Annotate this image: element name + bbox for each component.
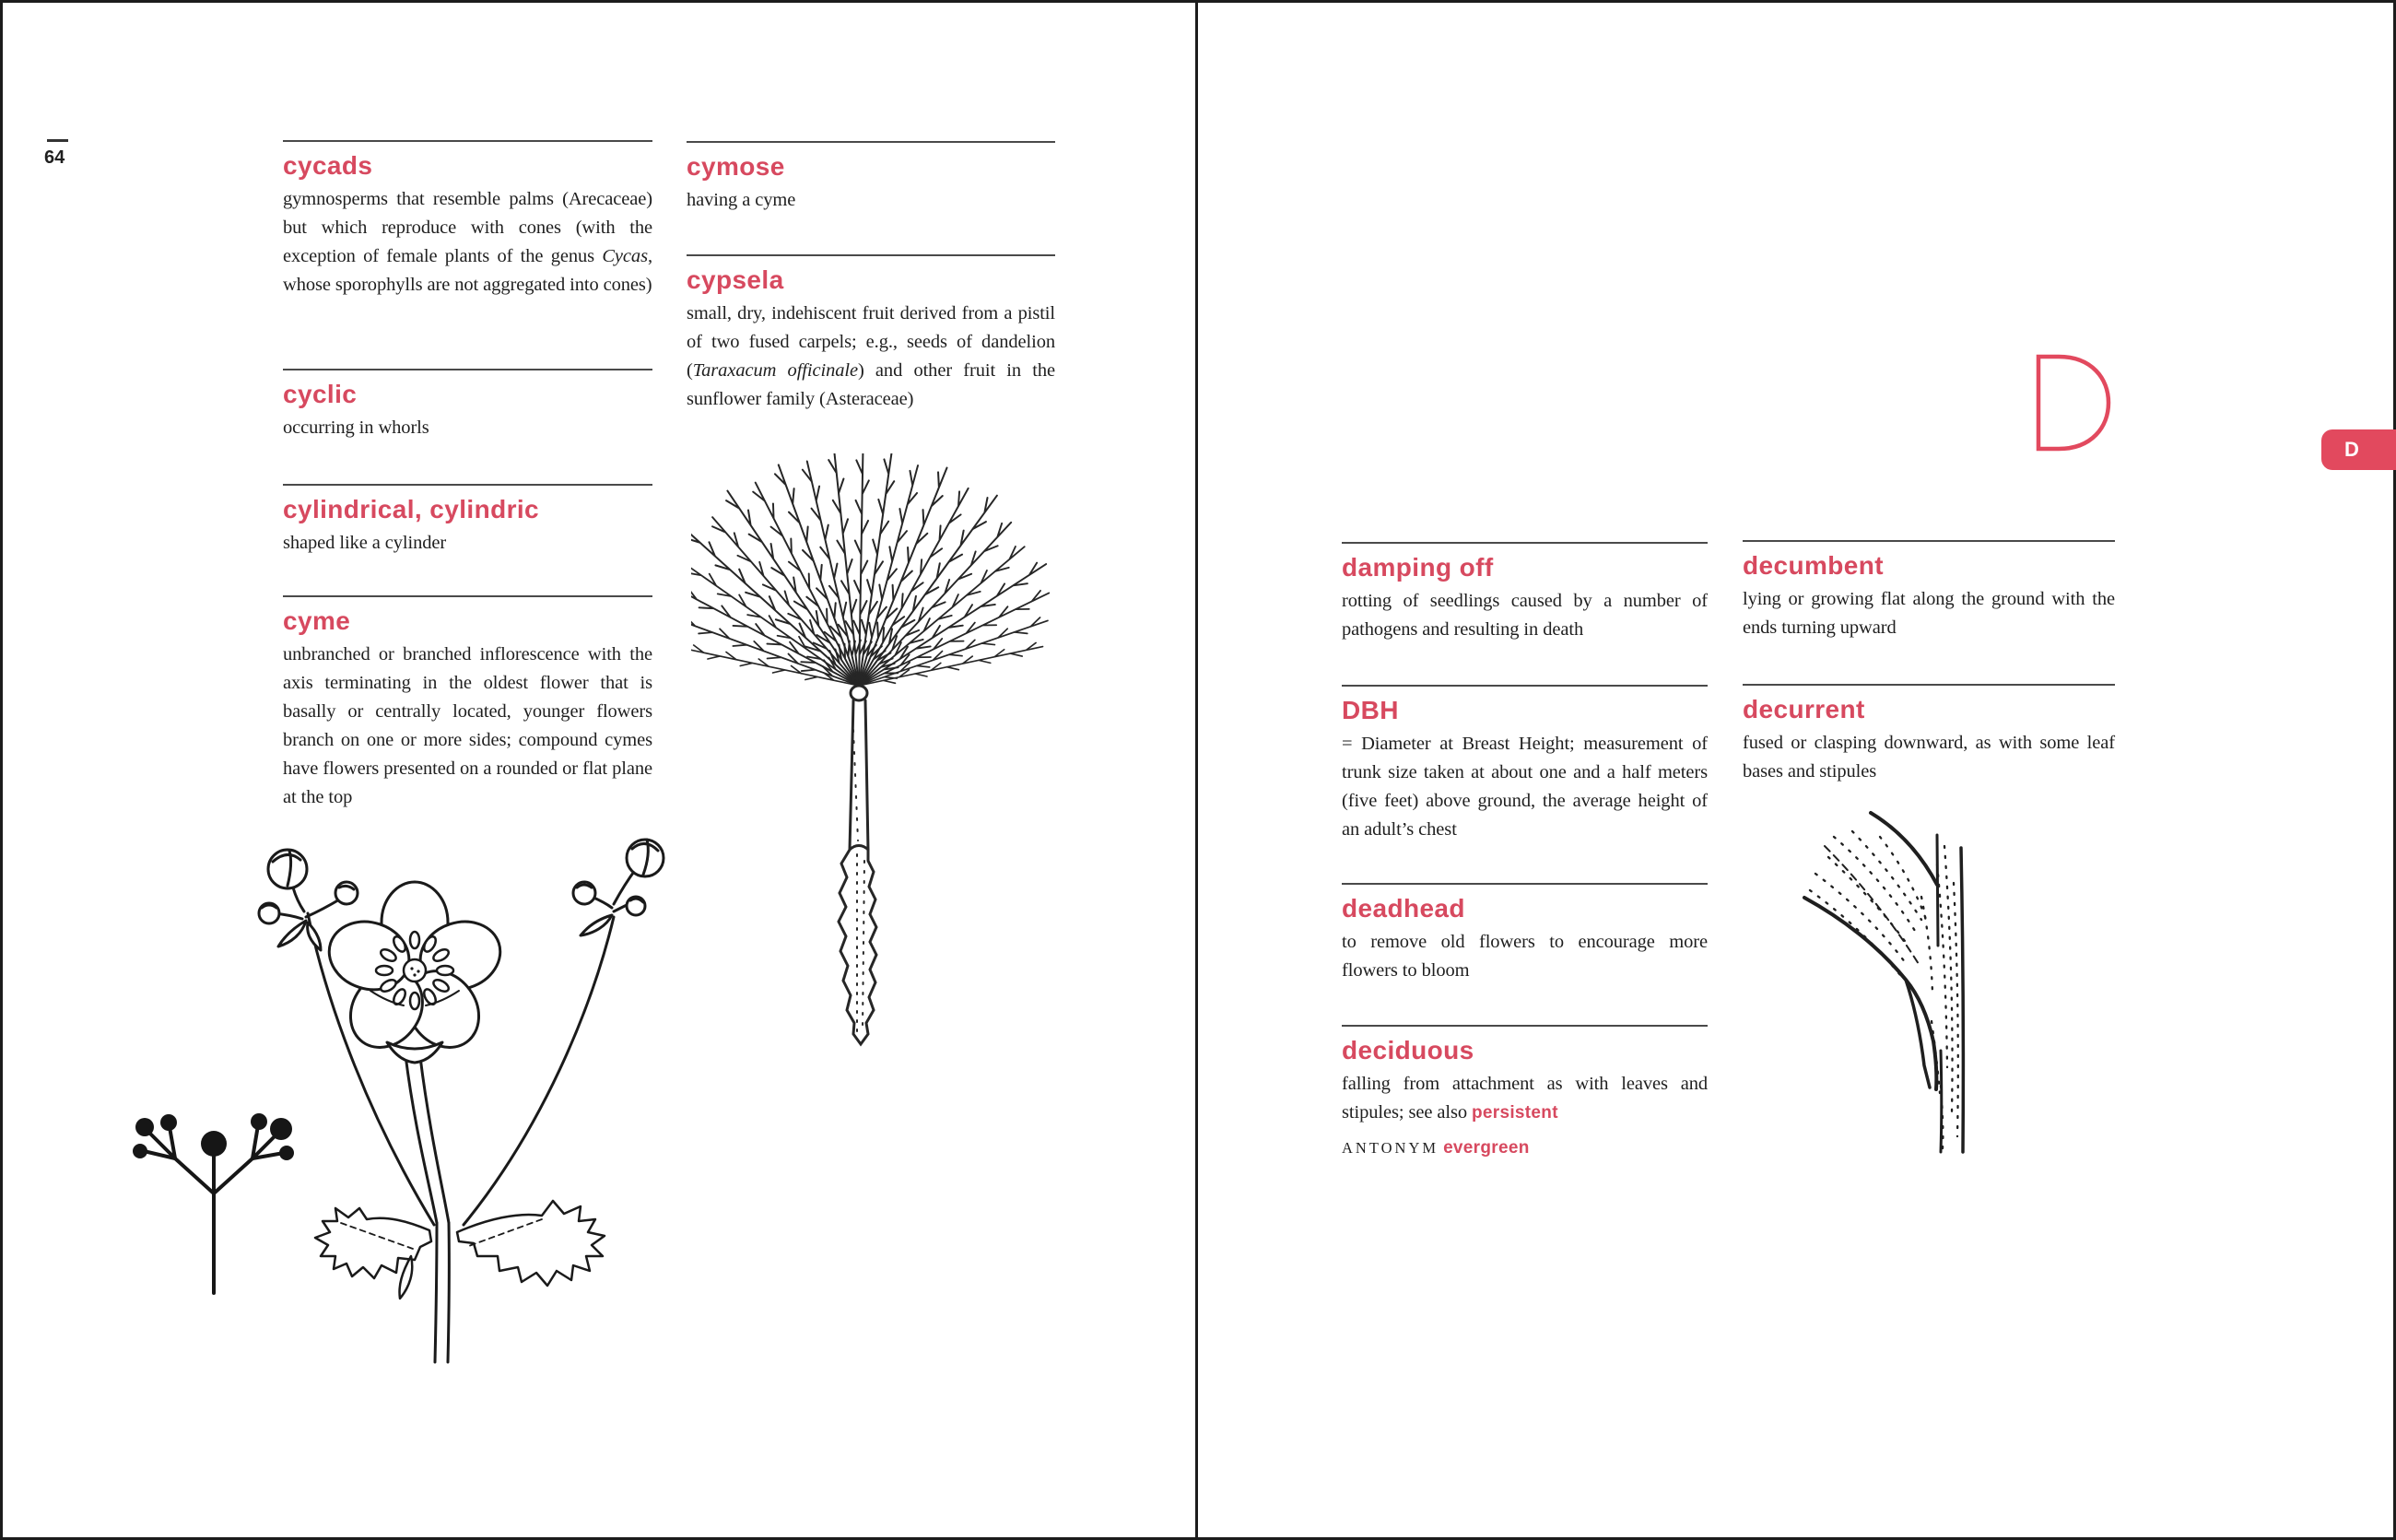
cypsela-illustration <box>691 453 1052 1057</box>
section-tab-label: D <box>2344 438 2360 461</box>
term-definition: unbranched or branched inflorescence with the axis terminating in the oldest flower that is basally or centrally located, younger flowers branch on one or more sides; compound cymes have flowers presented on a rounded or flat plane at the top <box>283 644 652 807</box>
glossary-entry-deadhead <box>1342 883 1708 985</box>
term-definition: falling from attachment as with leaves and stipules; see also persistent ANTONYM evergreen <box>1342 1074 1708 1158</box>
folio-rule <box>47 139 68 142</box>
term-heading: damping off <box>1342 553 1494 582</box>
term-definition: = Diameter at Breast Height; measurement of trunk size taken at about one and a half meters (five feet) above ground, the average height of an adult’s chest <box>1342 734 1708 840</box>
term-heading: cypsela <box>687 265 784 294</box>
page-gutter-line <box>1195 0 1198 1540</box>
term-definition: to remove old flowers to encourage more flowers to bloom <box>1342 932 1708 981</box>
term-heading: cycads <box>283 151 373 180</box>
glossary-entry-cyclic <box>283 369 652 442</box>
term-heading: decurrent <box>1743 695 1865 723</box>
section-letter <box>2024 350 2116 455</box>
glossary-entry-cycads <box>283 140 652 300</box>
page-number: 64 <box>44 147 65 168</box>
term-heading: cyclic <box>283 380 358 408</box>
term-definition: small, dry, indehiscent fruit derived from a pistil of two fused carpels; e.g., seeds of dandelion (Taraxacum officinale) and other fruit in the sunflower family (Asteraceae) <box>687 303 1055 409</box>
glossary-entry-cylindrical <box>283 484 652 558</box>
glossary-entry-deciduous <box>1342 1025 1708 1162</box>
section-letter-d-glyph <box>2024 350 2116 455</box>
decurrent-leaf-illustration <box>1797 809 1986 1164</box>
term-heading: cylindrical, cylindric <box>283 495 540 523</box>
term-definition: shaped like a cylinder <box>283 533 447 553</box>
term-heading: DBH <box>1342 696 1399 724</box>
term-definition: occurring in whorls <box>283 417 429 438</box>
term-heading: cyme <box>283 606 351 635</box>
glossary-entry-damping-off <box>1342 542 1708 644</box>
glossary-entry-decurrent <box>1743 684 2115 786</box>
term-heading: deciduous <box>1342 1036 1474 1064</box>
term-definition: gymnosperms that resemble palms (Arecaceae) but which reproduce with cones (with the exception of female plants of the genus Cycas, whose sporophylls are not aggregated into cones) <box>283 189 652 295</box>
term-heading: cymose <box>687 152 785 181</box>
glossary-entry-cymose <box>687 141 1055 215</box>
term-definition: fused or clasping downward, as with some leaf bases and stipules <box>1743 733 2115 782</box>
glossary-entry-dbh <box>1342 685 1708 844</box>
glossary-entry-cyme <box>283 595 652 812</box>
section-tab-d <box>2321 429 2396 470</box>
term-heading: decumbent <box>1743 551 1884 580</box>
glossary-entry-decumbent <box>1743 540 2115 642</box>
cyme-flower-illustration <box>249 825 700 1364</box>
term-definition: having a cyme <box>687 190 796 210</box>
term-definition: rotting of seedlings caused by a number of pathogens and resulting in death <box>1342 591 1708 640</box>
glossary-entry-cypsela <box>687 254 1055 414</box>
term-heading: deadhead <box>1342 894 1465 923</box>
term-definition: lying or growing flat along the ground with the ends turning upward <box>1743 589 2115 638</box>
